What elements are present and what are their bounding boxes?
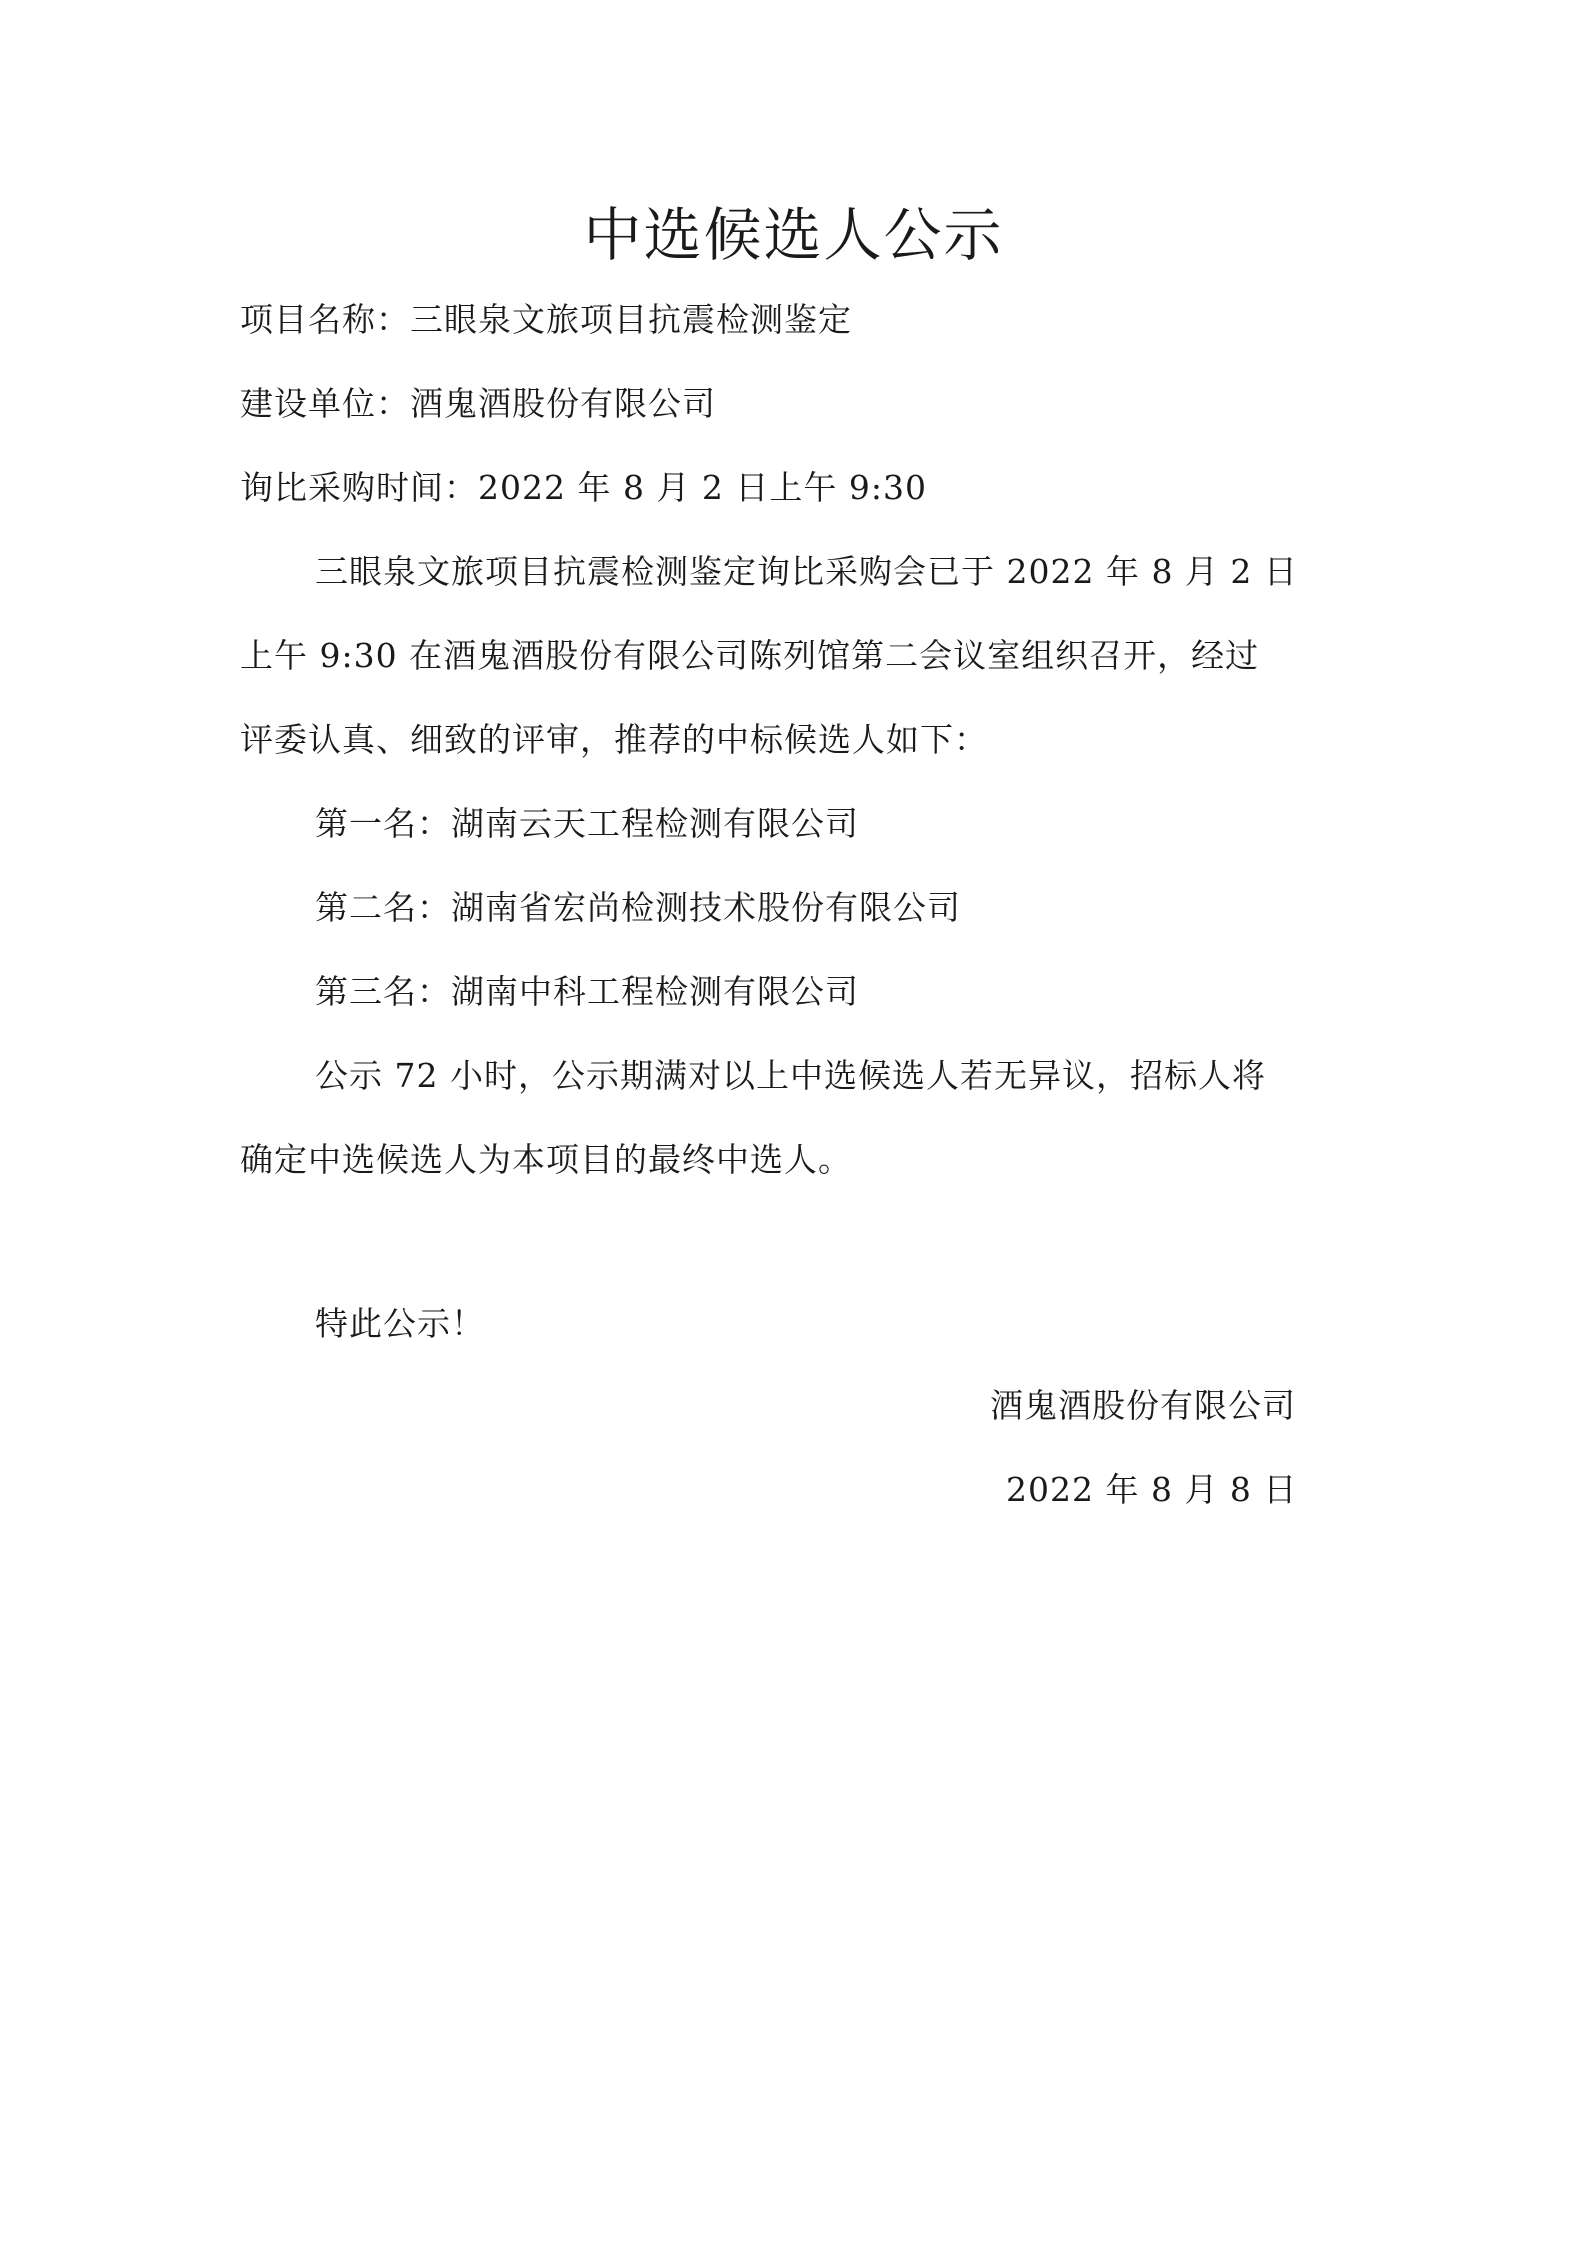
notice-paragraph-line-1: 公示 72 小时，公示期满对以上中选候选人若无异议，招标人将	[315, 1056, 1266, 1095]
notice-paragraph-line-2: 确定中选候选人为本项目的最终中选人。	[240, 1140, 852, 1179]
signature-organization: 酒鬼酒股份有限公司	[990, 1386, 1296, 1425]
closing-statement: 特此公示！	[315, 1304, 485, 1343]
builder-line: 建设单位：酒鬼酒股份有限公司	[240, 384, 716, 423]
document-title: 中选候选人公示	[583, 201, 1004, 269]
candidate-third: 第三名：湖南中科工程检测有限公司	[315, 972, 859, 1011]
intro-paragraph-line-1: 三眼泉文旅项目抗震检测鉴定询比采购会已于 2022 年 8 月 2 日	[315, 552, 1298, 591]
candidate-first: 第一名：湖南云天工程检测有限公司	[315, 804, 859, 843]
candidate-second: 第二名：湖南省宏尚检测技术股份有限公司	[315, 888, 961, 927]
signature-date: 2022 年 8 月 8 日	[1006, 1470, 1298, 1509]
procurement-time-line: 询比采购时间：2022 年 8 月 2 日上午 9:30	[240, 468, 928, 507]
intro-paragraph-line-3: 评委认真、细致的评审，推荐的中标候选人如下：	[240, 720, 988, 759]
intro-paragraph-line-2: 上午 9:30 在酒鬼酒股份有限公司陈列馆第二会议室组织召开，经过	[240, 636, 1260, 675]
project-name-line: 项目名称：三眼泉文旅项目抗震检测鉴定	[240, 300, 852, 339]
